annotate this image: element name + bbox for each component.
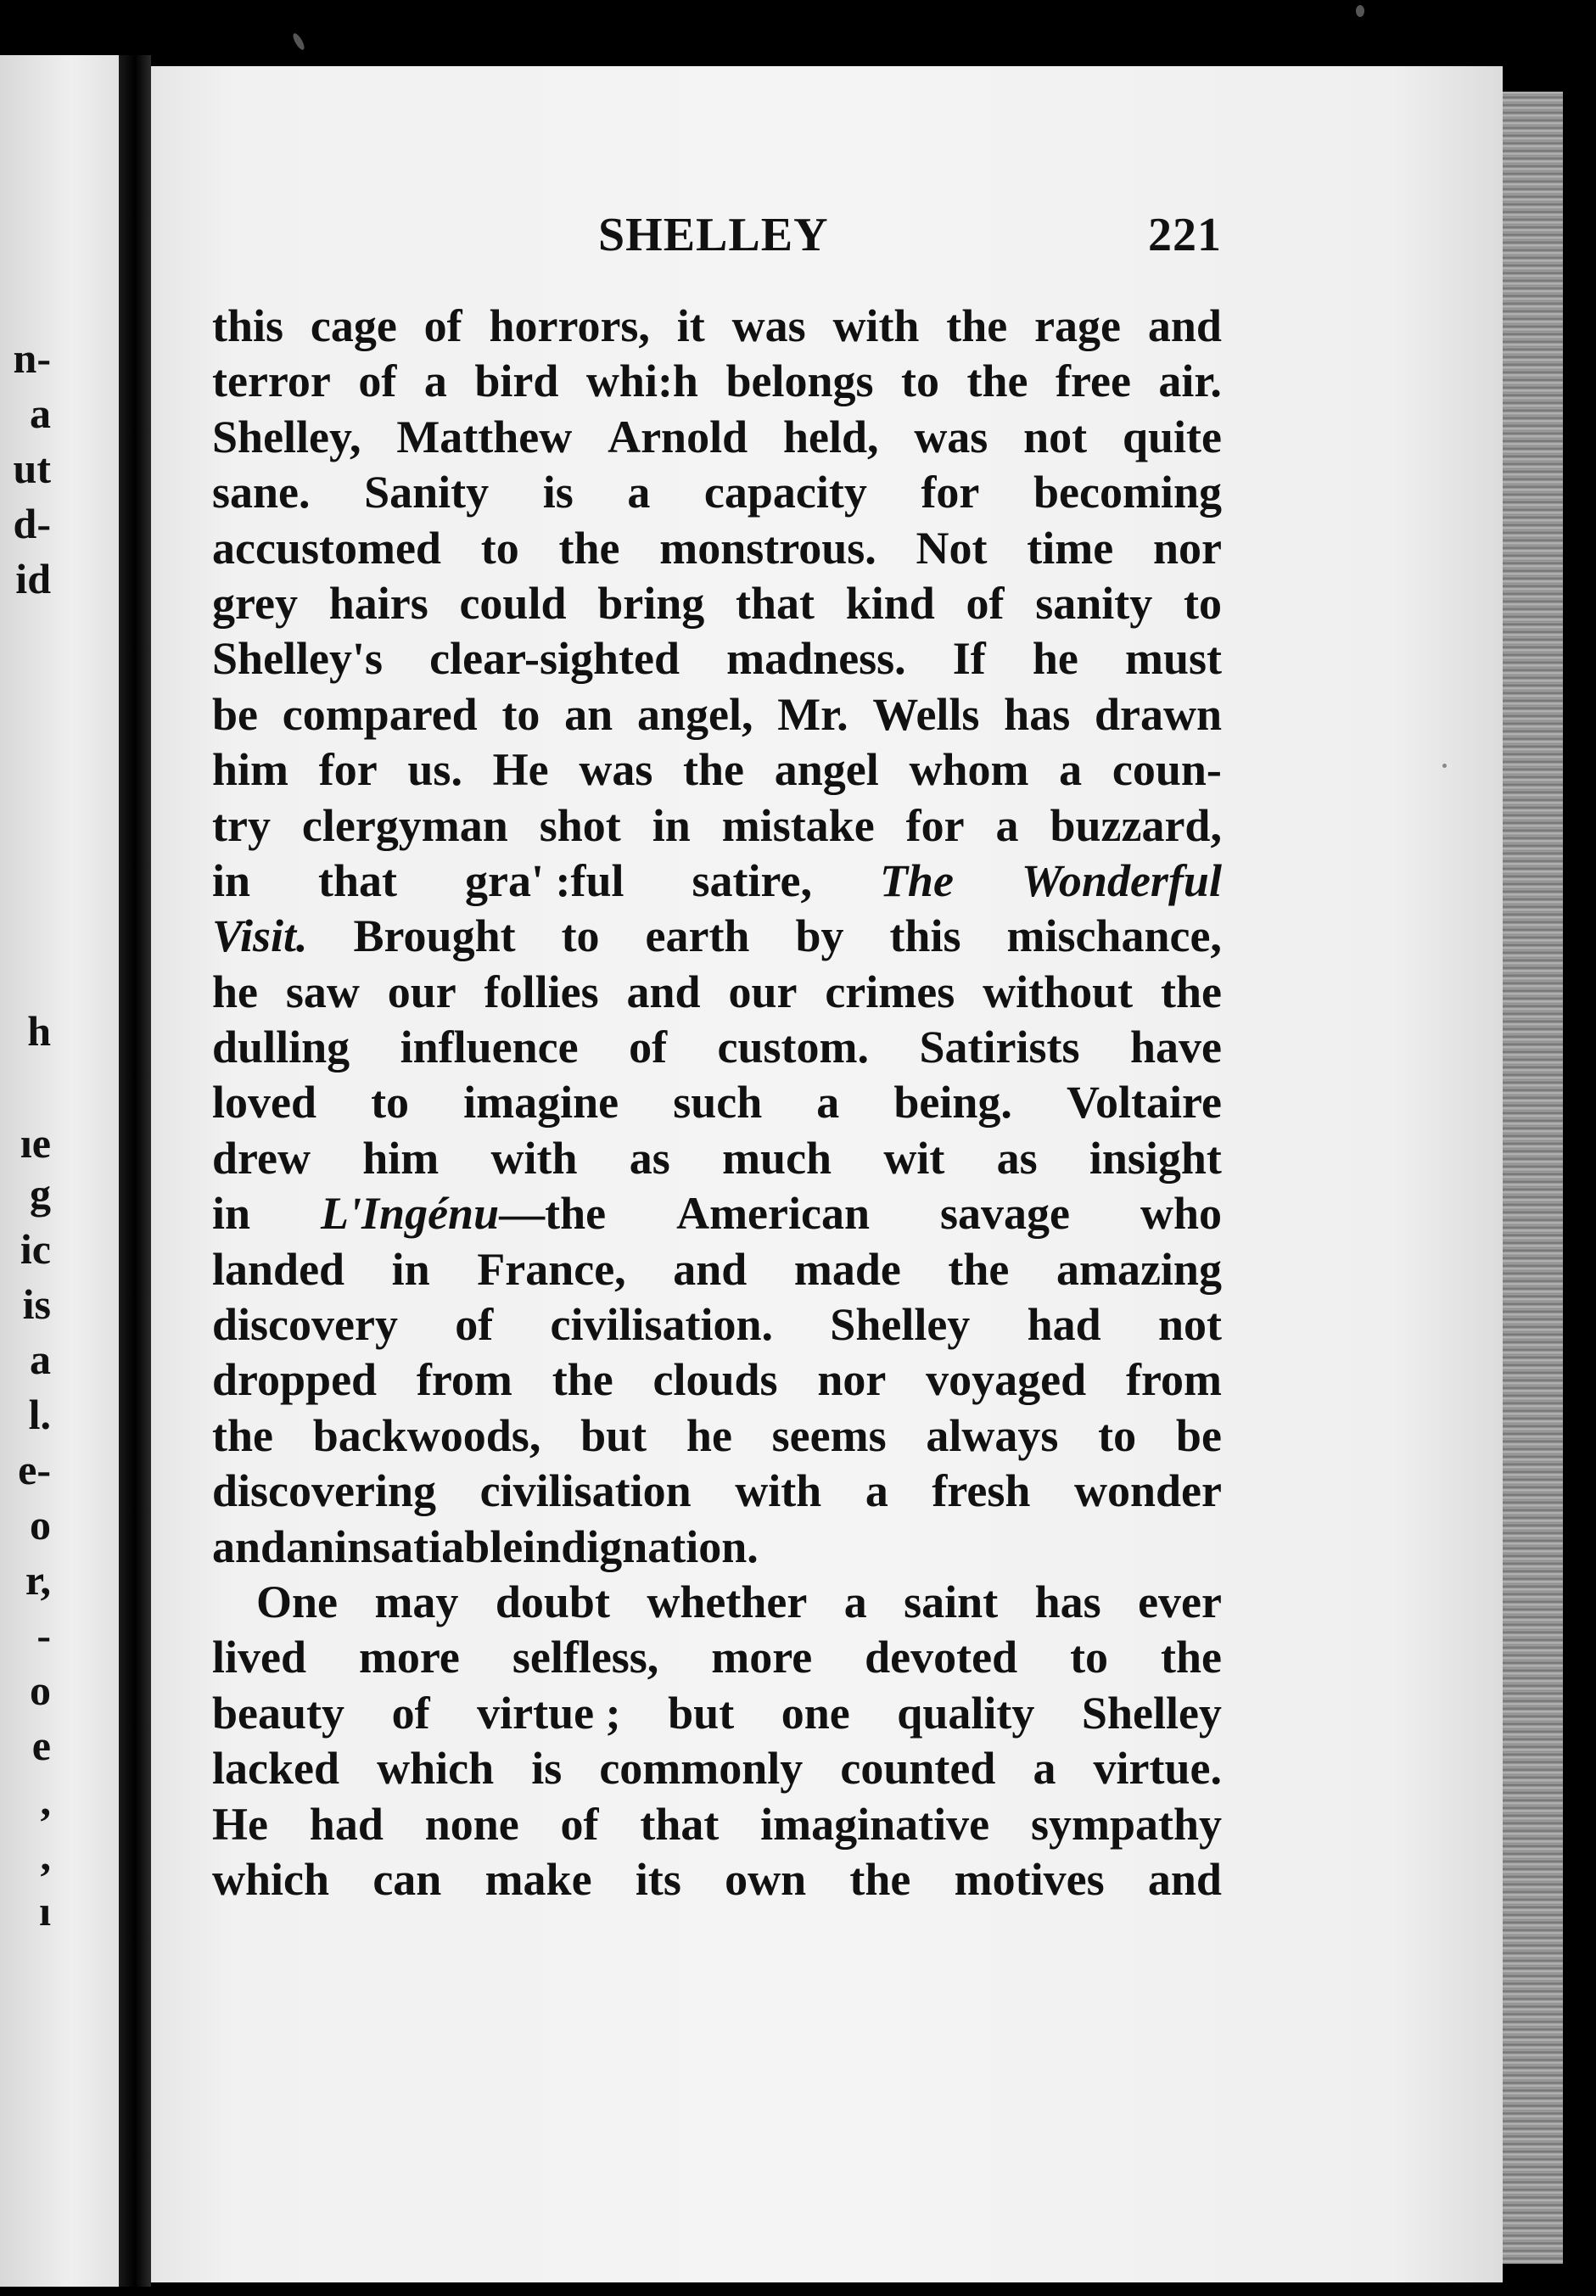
word: of xyxy=(358,356,397,407)
word: has xyxy=(1004,688,1071,740)
word: Matthew xyxy=(396,411,573,462)
word: whi:h xyxy=(585,356,698,407)
word: of xyxy=(391,1687,430,1739)
word: fresh xyxy=(932,1465,1031,1517)
edge-fragment: ıe xyxy=(20,1119,51,1167)
word: by xyxy=(795,910,844,962)
text-line xyxy=(212,1075,1222,1130)
word: gra' :ful xyxy=(465,854,624,906)
word: buzzard, xyxy=(1050,799,1222,851)
text-line xyxy=(212,1352,1222,1408)
text-line xyxy=(212,742,1222,798)
word: to xyxy=(480,522,519,574)
edge-fragment: l. xyxy=(28,1391,51,1438)
word: a xyxy=(423,356,447,407)
word: the xyxy=(552,1354,613,1406)
word: landed xyxy=(212,1243,345,1295)
text-line xyxy=(212,1575,1222,1630)
word: an xyxy=(286,1520,335,1572)
word: virtue ; xyxy=(477,1687,621,1739)
word: who xyxy=(1140,1188,1222,1240)
word: discovering xyxy=(212,1465,436,1517)
word: to xyxy=(561,910,600,962)
word: this xyxy=(889,910,961,962)
word: always xyxy=(926,1409,1059,1461)
word: earth xyxy=(645,910,750,962)
word: had xyxy=(1027,1299,1101,1351)
text-line xyxy=(212,299,1222,354)
text-line xyxy=(212,631,1222,686)
word: be xyxy=(212,688,258,740)
word: kind xyxy=(845,577,935,629)
word: is xyxy=(531,1743,563,1795)
italic-title: L'Ingénu xyxy=(321,1188,500,1240)
text-line xyxy=(212,1520,1222,1575)
word: mistake xyxy=(721,799,875,851)
word: that xyxy=(318,854,398,906)
word: drew xyxy=(212,1132,311,1184)
word: a xyxy=(995,799,1019,851)
word: belongs xyxy=(725,356,874,407)
edge-fragment: , xyxy=(40,1832,51,1879)
word: its xyxy=(635,1853,681,1905)
word: none xyxy=(424,1798,519,1850)
word: imagine xyxy=(463,1077,619,1128)
word: Mr. xyxy=(777,688,848,740)
word: Brought xyxy=(353,910,516,962)
word: a xyxy=(865,1465,888,1517)
word: made xyxy=(793,1243,901,1295)
word: wit xyxy=(883,1132,945,1184)
text-line xyxy=(212,909,1222,964)
word: Shelley, xyxy=(212,411,361,462)
text-line xyxy=(212,1242,1222,1297)
word: air. xyxy=(1158,356,1222,407)
word: Satirists xyxy=(919,1022,1080,1073)
word: this xyxy=(212,300,284,351)
edge-fragment: id xyxy=(15,555,51,602)
word: whom xyxy=(909,744,1029,796)
word: whether xyxy=(647,1576,808,1627)
word: and xyxy=(212,1520,287,1572)
word: bird xyxy=(474,356,559,407)
word: with xyxy=(832,300,920,351)
word: without xyxy=(983,966,1134,1017)
word: he xyxy=(1032,633,1078,685)
word: quality xyxy=(897,1687,1035,1739)
word: for xyxy=(318,744,378,796)
body-text xyxy=(212,299,1222,1907)
word: to xyxy=(1098,1409,1137,1461)
word: Shelley xyxy=(830,1299,971,1351)
page-stack-edge xyxy=(1495,92,1563,2264)
word: devoted xyxy=(865,1632,1018,1683)
word: saw xyxy=(285,966,360,1017)
word: but xyxy=(580,1409,647,1461)
word: free xyxy=(1056,356,1131,407)
text-line xyxy=(212,354,1222,409)
word: Wells xyxy=(872,688,980,740)
word: The xyxy=(879,854,954,906)
word: satire, xyxy=(692,854,812,906)
word: try xyxy=(212,799,271,851)
word: dulling xyxy=(212,1022,350,1073)
word: is xyxy=(542,467,574,518)
word: drawn xyxy=(1094,688,1222,740)
word: of xyxy=(629,1022,668,1073)
word: and xyxy=(673,1243,748,1295)
word: capacity xyxy=(703,467,867,518)
page-number: 221 xyxy=(1148,209,1222,261)
word: from xyxy=(416,1354,512,1406)
word: to xyxy=(901,356,940,407)
edge-fragment: , xyxy=(40,1777,51,1824)
word: held, xyxy=(782,411,879,462)
word: the xyxy=(849,1853,911,1905)
word: amazing xyxy=(1056,1243,1222,1295)
word: Voltaire xyxy=(1066,1077,1222,1128)
word: that xyxy=(735,577,815,629)
word: was xyxy=(731,300,806,351)
word: angel xyxy=(774,744,879,796)
word: lacked xyxy=(212,1743,340,1795)
text-line xyxy=(212,687,1222,742)
word: of xyxy=(455,1299,494,1351)
text-line xyxy=(212,1297,1222,1352)
scan-speck xyxy=(1442,764,1447,768)
word: the xyxy=(946,300,1008,351)
word: must xyxy=(1124,633,1222,685)
word: be xyxy=(1175,1409,1222,1461)
word: for xyxy=(921,467,980,518)
word: cage xyxy=(310,300,397,351)
word: follies xyxy=(484,966,599,1017)
word: Arnold xyxy=(608,411,748,462)
edge-fragment: d- xyxy=(13,500,51,547)
word: a xyxy=(816,1077,840,1128)
word: not xyxy=(1023,411,1088,462)
word: mischance, xyxy=(1006,910,1222,962)
word: compared xyxy=(282,688,478,740)
word: monstrous. xyxy=(659,522,876,574)
word: much xyxy=(722,1132,832,1184)
word: was xyxy=(579,744,653,796)
text-line xyxy=(212,798,1222,854)
word: the xyxy=(1161,966,1222,1017)
edge-fragment: a xyxy=(30,389,51,437)
previous-page-edge-text xyxy=(0,55,51,2287)
word: could xyxy=(459,577,567,629)
word: had xyxy=(309,1798,384,1850)
word: Sanity xyxy=(364,467,490,518)
word: clouds xyxy=(652,1354,778,1406)
word: an xyxy=(564,688,613,740)
word: sympathy xyxy=(1030,1798,1222,1850)
text-line xyxy=(212,1797,1222,1852)
text-line xyxy=(212,1020,1222,1075)
edge-fragment: o xyxy=(30,1666,51,1714)
word: Shelley xyxy=(1081,1687,1222,1739)
word: from xyxy=(1125,1354,1222,1406)
word: which xyxy=(377,1743,495,1795)
word: a xyxy=(627,467,651,518)
word: more xyxy=(358,1632,460,1683)
word: clergyman xyxy=(301,799,508,851)
word: the xyxy=(1160,1632,1222,1683)
word: sanity xyxy=(1035,577,1153,629)
word: custom. xyxy=(717,1022,870,1073)
word: rage xyxy=(1034,300,1122,351)
edge-fragment: ic xyxy=(20,1225,51,1273)
word: to xyxy=(1070,1632,1109,1683)
word: such xyxy=(673,1077,763,1128)
word: Shelley's xyxy=(212,633,384,685)
word: a xyxy=(1059,744,1083,796)
word: in xyxy=(212,1188,251,1240)
word: not xyxy=(1157,1299,1222,1351)
word: seems xyxy=(771,1409,887,1461)
word: France, xyxy=(477,1243,626,1295)
word: nor xyxy=(1153,522,1222,574)
text-line xyxy=(212,576,1222,631)
word: loved xyxy=(212,1077,317,1128)
word: If xyxy=(952,633,986,685)
word: the xyxy=(558,522,620,574)
word: dropped xyxy=(212,1354,378,1406)
word: virtue. xyxy=(1093,1743,1222,1795)
word: our xyxy=(728,966,798,1017)
word: horrors, xyxy=(489,300,650,351)
word: Not xyxy=(916,522,988,574)
text-line xyxy=(212,1852,1222,1907)
word: but xyxy=(668,1687,735,1739)
word: hairs xyxy=(328,577,428,629)
word: terror xyxy=(212,356,331,407)
word: Visit. xyxy=(212,910,308,962)
word: angel, xyxy=(636,688,753,740)
text-line xyxy=(212,1408,1222,1464)
word: have xyxy=(1130,1022,1222,1073)
word: quite xyxy=(1122,411,1222,462)
word: accustomed xyxy=(212,522,441,574)
word: imaginative xyxy=(760,1798,990,1850)
word: which xyxy=(212,1853,330,1905)
edge-fragment: ut xyxy=(13,445,51,492)
word: He xyxy=(212,1798,268,1850)
word: clear-sighted xyxy=(429,633,680,685)
word: He xyxy=(492,744,549,796)
word: he xyxy=(686,1409,732,1461)
word: as xyxy=(996,1132,1038,1184)
edge-fragment: g xyxy=(30,1170,51,1218)
edge-fragment: - xyxy=(36,1611,51,1659)
edge-fragment: h xyxy=(27,1007,51,1055)
word: the xyxy=(966,356,1028,407)
word: of xyxy=(560,1798,599,1850)
word: commonly xyxy=(599,1743,804,1795)
word: and xyxy=(1147,1853,1222,1905)
text-line xyxy=(212,965,1222,1020)
word: being. xyxy=(893,1077,1012,1128)
word: lived xyxy=(212,1632,307,1683)
gutter-shadow xyxy=(119,55,151,2287)
word: motives xyxy=(954,1853,1105,1905)
word: civilisation xyxy=(479,1465,692,1517)
word: was xyxy=(914,411,988,462)
word: as xyxy=(629,1132,670,1184)
word: more xyxy=(711,1632,813,1683)
word: One xyxy=(256,1576,339,1627)
word: sane. xyxy=(212,467,311,518)
edge-fragment: ı xyxy=(39,1887,51,1935)
word: American xyxy=(676,1188,870,1240)
word: saint xyxy=(904,1576,999,1627)
text-line xyxy=(212,1186,1222,1241)
word: him xyxy=(212,744,289,796)
word: savage xyxy=(939,1188,1070,1240)
word: one xyxy=(781,1687,850,1739)
word: wonder xyxy=(1074,1465,1222,1517)
text-line xyxy=(212,521,1222,576)
text-line xyxy=(212,410,1222,465)
word: influence xyxy=(400,1022,579,1073)
word: to xyxy=(371,1077,410,1128)
word: time xyxy=(1027,522,1114,574)
word: and xyxy=(626,966,701,1017)
scan-speck xyxy=(1356,5,1364,17)
word: a xyxy=(843,1576,867,1627)
word: own xyxy=(725,1853,807,1905)
word: with xyxy=(490,1132,578,1184)
running-title: SHELLEY xyxy=(598,209,829,261)
word: indignation. xyxy=(523,1520,759,1572)
word: coun- xyxy=(1112,744,1222,796)
word: our xyxy=(387,966,456,1017)
edge-fragment: o xyxy=(30,1501,51,1548)
edge-fragment: is xyxy=(22,1280,51,1328)
word: the xyxy=(948,1243,1010,1295)
word: in xyxy=(212,854,251,906)
edge-fragment: n- xyxy=(13,334,51,382)
word: crimes xyxy=(825,966,955,1017)
word: us. xyxy=(407,744,462,796)
word: of xyxy=(966,577,1005,629)
word: nor xyxy=(817,1354,887,1406)
word: can xyxy=(372,1853,442,1905)
word: it xyxy=(676,300,705,351)
word: with xyxy=(735,1465,822,1517)
text-line xyxy=(212,854,1222,909)
edge-fragment: e- xyxy=(18,1446,51,1493)
word: insatiable xyxy=(334,1520,524,1572)
word: a xyxy=(1033,1743,1056,1795)
word: make xyxy=(484,1853,592,1905)
word: of xyxy=(423,300,462,351)
word: for xyxy=(905,799,965,851)
word: in xyxy=(652,799,691,851)
word: he xyxy=(212,966,258,1017)
word: Wonderful xyxy=(1021,854,1222,906)
word: becoming xyxy=(1033,467,1222,518)
word: the xyxy=(683,744,745,796)
word: discovery xyxy=(212,1299,398,1351)
word: selfless, xyxy=(512,1632,659,1683)
word: grey xyxy=(212,577,298,629)
word: and xyxy=(1147,300,1222,351)
edge-fragment: e xyxy=(31,1722,51,1769)
word: him xyxy=(362,1132,440,1184)
word: that xyxy=(640,1798,720,1850)
word: insight xyxy=(1089,1132,1222,1184)
edge-fragment: r, xyxy=(25,1556,51,1604)
word: doubt xyxy=(495,1576,610,1627)
text-line xyxy=(212,1741,1222,1796)
word: the xyxy=(212,1409,273,1461)
word: may xyxy=(374,1576,459,1627)
text-line xyxy=(212,1686,1222,1741)
previous-page xyxy=(0,55,119,2287)
word: to xyxy=(501,688,540,740)
text-line xyxy=(212,1131,1222,1186)
word: counted xyxy=(840,1743,996,1795)
word: civilisation. xyxy=(550,1299,774,1351)
word: madness. xyxy=(726,633,906,685)
word: to xyxy=(1183,577,1222,629)
word: shot xyxy=(539,799,621,851)
word: has xyxy=(1034,1576,1101,1627)
scan-speck xyxy=(291,31,306,51)
word: backwoods, xyxy=(312,1409,541,1461)
word: bring xyxy=(597,577,705,629)
text-line xyxy=(212,1630,1222,1685)
word: in xyxy=(391,1243,430,1295)
word: L'Ingénu—the xyxy=(321,1188,607,1240)
text-line xyxy=(212,1464,1222,1519)
edge-fragment: a xyxy=(30,1336,51,1383)
word: beauty xyxy=(212,1687,345,1739)
text-line xyxy=(212,465,1222,520)
word: voyaged xyxy=(926,1354,1087,1406)
word: ever xyxy=(1138,1576,1222,1627)
